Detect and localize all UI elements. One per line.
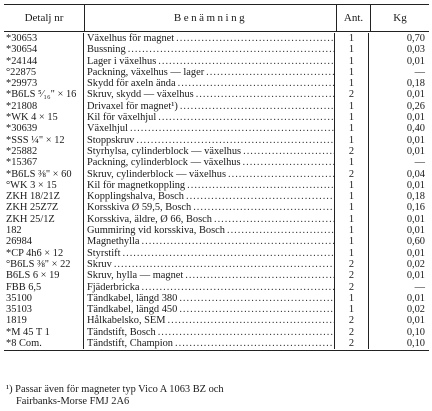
footnote: [6, 384, 224, 408]
cell-name: [84, 56, 335, 67]
cell-name-text: Stoppskruv: [87, 134, 135, 146]
cell-name: [84, 191, 335, 202]
cell-qty: 1: [335, 191, 369, 202]
cell-qty: 2: [335, 338, 369, 349]
dot-leader: [214, 214, 334, 225]
cell-detail: °WK 3 × 15: [4, 180, 84, 191]
table-row: [4, 146, 429, 157]
dot-leader: [142, 282, 334, 293]
dot-leader: [176, 33, 334, 44]
cell-kg: 0,18: [406, 191, 425, 203]
cell-detail: *CP 4h6 × 12: [4, 248, 84, 259]
cell-name: [84, 180, 335, 191]
table-row: [4, 270, 429, 281]
header-qty: Ant.: [337, 5, 371, 31]
footnote-line-2: Fairbanks-Morse FMJ 2A6: [16, 396, 130, 407]
cell-detail: ZKH 25Z7Z: [4, 202, 84, 213]
cell-name: [84, 112, 335, 123]
cell-qty: 1: [335, 67, 369, 78]
cell-name: [84, 282, 335, 293]
cell-name-text: Skydd för axeln ända: [87, 78, 176, 90]
cell-kg: 0,03: [406, 44, 425, 56]
cell-name-text: Drivaxel för magnet¹): [87, 100, 178, 112]
cell-name-text: Styrstift: [87, 247, 121, 259]
cell-qty: 1: [335, 248, 369, 259]
cell-name-text: Tändstift, Bosch: [87, 326, 156, 338]
cell-qty: 1: [335, 33, 369, 44]
cell-qty: 2: [335, 169, 369, 180]
cell-kg: 0,02: [406, 304, 425, 316]
cell-name: [84, 33, 335, 44]
cell-qty: 1: [335, 293, 369, 304]
cell-qty: 1: [335, 225, 369, 236]
cell-detail: ZKH 18/21Z: [4, 191, 84, 202]
cell-name-text: Skruv, skydd — växelhus: [87, 89, 194, 101]
table-row: [4, 180, 429, 191]
cell-kg: 0,18: [406, 78, 425, 90]
cell-kg: —: [414, 281, 425, 293]
cell-kg: 0,10: [406, 338, 425, 350]
dot-leader: [206, 67, 334, 78]
table-row: [4, 78, 429, 89]
table-row: [4, 304, 429, 315]
dot-leader: [128, 44, 334, 55]
cell-kg: 0,01: [406, 213, 425, 225]
cell-name: [84, 259, 335, 270]
cell-kg: —: [414, 66, 425, 78]
cell-name: [84, 293, 335, 304]
cell-qty: 2: [335, 327, 369, 338]
cell-name-text: Packning, växelhus — lager: [87, 66, 205, 78]
dot-leader: [136, 135, 334, 146]
cell-kg: 0,01: [406, 145, 425, 157]
cell-kg: 0,01: [406, 112, 425, 124]
cell-name-text: Växelhus för magnet: [87, 33, 175, 44]
table-row: [4, 44, 429, 55]
cell-kg: 0,01: [406, 247, 425, 259]
table-row: [4, 33, 429, 44]
cell-detail: *30653: [4, 33, 84, 44]
cell-detail: *SSS ¼" × 12: [4, 135, 84, 146]
cell-qty: 2: [335, 259, 369, 270]
cell-kg: 0,01: [406, 55, 425, 67]
cell-kg: 0,40: [406, 123, 425, 135]
cell-name-text: Kopplingshalva, Bosch: [87, 191, 184, 203]
table-row: [4, 157, 429, 168]
cell-detail: FBB 6,5: [4, 282, 84, 293]
cell-detail: *25882: [4, 146, 84, 157]
cell-name: [84, 338, 335, 349]
cell-qty: 1: [335, 157, 369, 168]
cell-name-text: Tändstift, Champion: [87, 338, 174, 350]
table-row: [4, 315, 429, 326]
table-row: [4, 191, 429, 202]
dot-leader: [186, 191, 334, 202]
table-row: [4, 248, 429, 259]
cell-kg: 0,01: [406, 179, 425, 191]
cell-kg: 0,01: [406, 315, 425, 327]
cell-kg: 0,16: [406, 202, 425, 214]
cell-name-text: Skruv: [87, 258, 112, 270]
dot-leader: [243, 157, 334, 168]
dot-leader: [227, 225, 334, 236]
table-header: [4, 5, 429, 32]
cell-detail: *15367: [4, 157, 84, 168]
cell-name-text: Magnethylla: [87, 236, 140, 248]
cell-qty: 2: [335, 270, 369, 281]
cell-qty: 2: [335, 89, 369, 100]
cell-name: [84, 157, 335, 168]
cell-name: [84, 101, 335, 112]
cell-name: [84, 44, 335, 55]
cell-detail: *29973: [4, 78, 84, 89]
cell-qty: 1: [335, 304, 369, 315]
table-row: [4, 202, 429, 213]
cell-name: [84, 225, 335, 236]
cell-name-text: Skruv, cylinderblock — växelhus: [87, 168, 226, 180]
cell-detail: *B6LS ⅜" × 60: [4, 169, 84, 180]
cell-detail: *30639: [4, 123, 84, 134]
cell-name: [84, 236, 335, 247]
dot-leader: [158, 327, 334, 338]
cell-detail: 26984: [4, 236, 84, 247]
cell-qty: 1: [335, 44, 369, 55]
cell-name-text: Packning, cylinderblock — växelhus: [87, 157, 241, 169]
cell-detail: *WK 4 × 15: [4, 112, 84, 123]
cell-detail: ZKH 25/1Z: [4, 214, 84, 225]
cell-detail: 1819: [4, 315, 84, 326]
cell-detail: °22875: [4, 67, 84, 78]
cell-name: [84, 248, 335, 259]
table-row: [4, 338, 429, 349]
header-kg: Kg: [393, 12, 407, 24]
dot-leader: [228, 169, 334, 180]
cell-kg: 0,10: [406, 326, 425, 338]
header-detail: Detalj nr: [4, 5, 85, 31]
table-row: [4, 67, 429, 78]
table-row: [4, 327, 429, 338]
dot-leader: [158, 56, 334, 67]
cell-name-text: Korsskiva Ø 59,5, Bosch: [87, 202, 192, 214]
cell-detail: °B6LS ⅜" × 22: [4, 259, 84, 270]
cell-name-text: Kil för magnetkoppling: [87, 179, 186, 191]
table-row: [4, 123, 429, 134]
cell-name: [84, 89, 335, 100]
cell-name-text: Hålkabelsko, SEM: [87, 315, 166, 327]
cell-name: [84, 146, 335, 157]
cell-kg: 0,04: [406, 168, 425, 180]
cell-qty: 1: [335, 236, 369, 247]
dot-leader: [142, 236, 334, 247]
cell-name-text: Tändkabel, längd 450: [87, 304, 178, 316]
table-row: [4, 112, 429, 123]
cell-qty: 1: [335, 202, 369, 213]
cell-name-text: Gummiring vid korsskiva, Bosch: [87, 225, 225, 237]
dot-leader: [243, 146, 334, 157]
cell-name: [84, 135, 335, 146]
dot-leader: [114, 259, 334, 270]
cell-kg: 0,01: [406, 292, 425, 304]
dot-leader: [179, 304, 334, 315]
cell-name-text: Styrhylsa, cylinderblock — växelhus: [87, 145, 242, 157]
cell-name: [84, 270, 335, 281]
cell-name-text: Korsskiva, äldre, Ø 66, Bosch: [87, 213, 212, 225]
cell-qty: 2: [335, 315, 369, 326]
cell-name: [84, 202, 335, 213]
table-row: [4, 293, 429, 304]
cell-detail: B6LS 6 × 19: [4, 270, 84, 281]
cell-kg: 0,70: [406, 33, 425, 44]
cell-name: [84, 327, 335, 338]
cell-name-text: Kil för växelhjul: [87, 112, 157, 124]
cell-name: [84, 214, 335, 225]
cell-detail: *24144: [4, 56, 84, 67]
table-row: [4, 214, 429, 225]
cell-kg: —: [414, 157, 425, 169]
footnote-line-1: ¹) Passar även för magneter typ Vico A 1063 BZ och: [6, 384, 224, 395]
cell-qty: 1: [335, 135, 369, 146]
cell-qty: 2: [335, 146, 369, 157]
cell-detail: 35100: [4, 293, 84, 304]
cell-kg: 0,26: [406, 100, 425, 112]
cell-detail: *M 45 T 1: [4, 327, 84, 338]
cell-name-text: Fjäderbricka: [87, 281, 140, 293]
parts-table: [4, 4, 429, 351]
cell-detail: *30654: [4, 44, 84, 55]
cell-detail: 35103: [4, 304, 84, 315]
cell-name: [84, 169, 335, 180]
cell-name: [84, 67, 335, 78]
table-row: [4, 101, 429, 112]
cell-qty: 1: [335, 180, 369, 191]
dot-leader: [130, 123, 334, 134]
dot-leader: [123, 248, 335, 259]
table-row: [4, 236, 429, 247]
cell-kg: 0,02: [406, 258, 425, 270]
cell-name-text: Skruv, hylla — magnet: [87, 270, 184, 282]
dot-leader: [185, 270, 334, 281]
cell-kg: 0,01: [406, 134, 425, 146]
cell-qty: 1: [335, 123, 369, 134]
table-row: [4, 135, 429, 146]
cell-name: [84, 78, 335, 89]
cell-name-text: Tändkabel, längd 380: [87, 292, 178, 304]
table-row: [4, 89, 429, 100]
dot-leader: [180, 101, 334, 112]
cell-qty: 1: [335, 214, 369, 225]
cell-name-text: Växelhjul: [87, 123, 128, 135]
table-row: [4, 169, 429, 180]
cell-qty: 2: [335, 282, 369, 293]
dot-leader: [175, 338, 334, 349]
cell-name-text: Lager i växelhus: [87, 55, 157, 67]
cell-detail: 182: [4, 225, 84, 236]
table-row: [4, 56, 429, 67]
cell-name: [84, 315, 335, 326]
dot-leader: [158, 112, 334, 123]
cell-detail: *21808: [4, 101, 84, 112]
cell-qty: 1: [335, 112, 369, 123]
table-row: [4, 282, 429, 293]
dot-leader: [179, 293, 334, 304]
cell-name: [84, 304, 335, 315]
cell-name-text: Bussning: [87, 44, 126, 56]
cell-qty: 1: [335, 101, 369, 112]
dot-leader: [187, 180, 334, 191]
dot-leader: [193, 202, 334, 213]
header-name: Benämning: [85, 5, 337, 31]
table-body: [4, 32, 429, 350]
cell-detail: *B6LS ⁵⁄₁₆" × 16: [4, 89, 84, 100]
cell-kg: 0,01: [406, 89, 425, 101]
cell-kg: 0,01: [406, 225, 425, 237]
cell-kg: 0,01: [406, 270, 425, 282]
dot-leader: [168, 315, 335, 326]
cell-name: [84, 123, 335, 134]
dot-leader: [196, 89, 334, 100]
table-row: [4, 259, 429, 270]
cell-qty: 1: [335, 56, 369, 67]
dot-leader: [178, 78, 334, 89]
cell-qty: 1: [335, 78, 369, 89]
cell-detail: *8 Com.: [4, 338, 84, 349]
table-row: [4, 225, 429, 236]
cell-kg: 0,60: [406, 236, 425, 248]
